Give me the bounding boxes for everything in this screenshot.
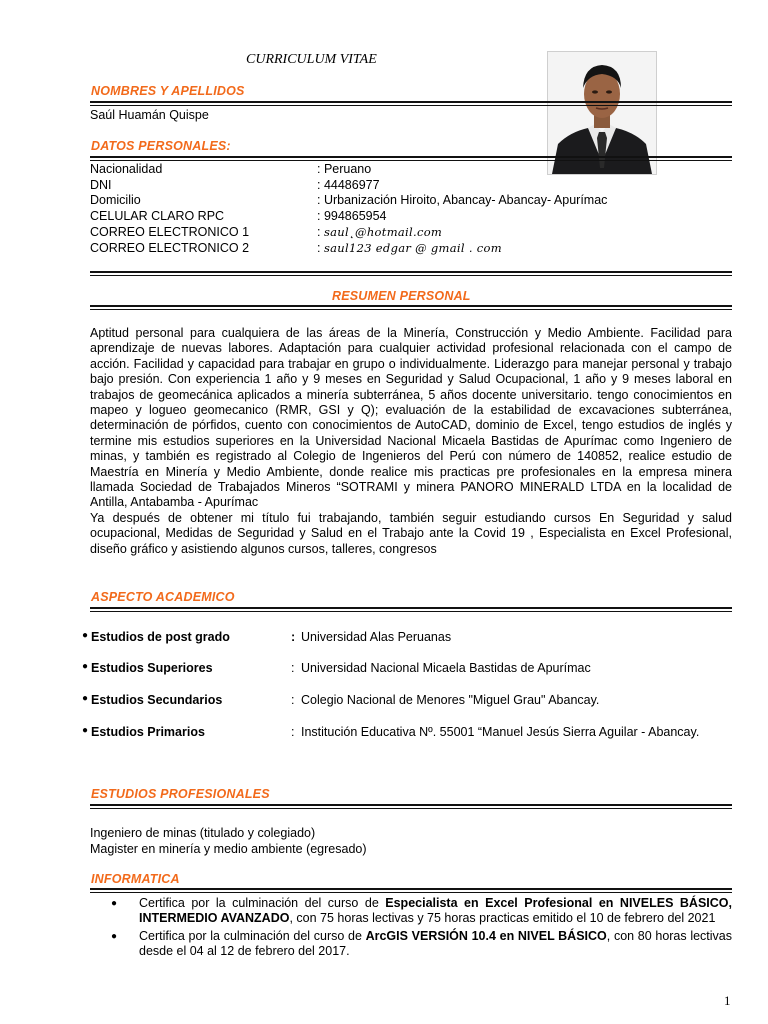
section-heading-personal: DATOS PERSONALES:	[91, 139, 231, 153]
email-prefix: :	[317, 225, 324, 239]
informatics-list	[111, 896, 732, 962]
summary-paragraph-2: Ya después de obtener mi título fui trabajando, también seguir estudiando cursos En Seguridad y salud ocupacional, Medidas de Seguridad y Salud en el Trabajo ante la Covid 19 , Especialista en Excel Profesional, diseño gráfico y asistiendo algunos cursos, talleres, congresos	[90, 510, 732, 556]
personal-value-dni: : 44486977	[317, 178, 380, 192]
informatics-text: Certifica por la culminación del curso de	[139, 896, 386, 910]
personal-label-email-2: CORREO ELECTRONICO 2	[90, 241, 250, 255]
section-heading-names: NOMBRES Y APELLIDOS	[91, 84, 245, 98]
bullet-icon: ●	[82, 630, 89, 641]
academic-value: Universidad Alas Peruanas	[301, 630, 452, 644]
informatics-text: , con 80 horas lectivas desde el 04 al 12 de febrero del 2017.	[139, 928, 733, 959]
personal-value-phone: : 994865954	[317, 209, 387, 223]
bullet-icon: ●	[82, 725, 89, 736]
informatics-text: Certifica por la culminación del curso de	[139, 928, 366, 943]
bullet-icon: ●	[82, 693, 89, 704]
section-heading-academic: ASPECTO ACADEMICO	[91, 590, 235, 604]
summary-text	[90, 326, 732, 557]
section-divider	[90, 607, 732, 612]
personal-value-email-1	[317, 225, 442, 239]
informatics-item	[111, 929, 732, 960]
page-number: 1	[724, 993, 731, 1008]
informatics-text: , con 75 horas lectivas y 75 horas practicas emitido el 10 de febrero del 2021	[289, 911, 716, 926]
email-prefix: :	[317, 241, 324, 255]
academic-colon: :	[291, 661, 295, 675]
academic-value: Universidad Nacional Micaela Bastidas de Apurímac	[301, 661, 591, 675]
academic-label: Estudios de post grado	[91, 630, 230, 644]
section-heading-informatics: INFORMATICA	[91, 872, 180, 886]
informatics-course: ArcGIS VERSIÓN 10.4 en NIVEL BÁSICO	[365, 928, 607, 943]
informatics-item	[111, 896, 732, 927]
document-title: CURRICULUM VITAE	[246, 52, 377, 67]
academic-colon: :	[291, 693, 295, 707]
academic-colon: :	[291, 725, 295, 739]
bullet-icon: ●	[82, 661, 89, 672]
section-heading-professional: ESTUDIOS PROFESIONALES	[91, 787, 270, 801]
personal-value-nationality: : Peruano	[317, 162, 372, 176]
personal-label-dni: DNI	[90, 178, 112, 192]
academic-label: Estudios Secundarios	[91, 693, 223, 707]
section-divider	[90, 305, 732, 310]
academic-colon: :	[291, 630, 296, 644]
academic-label: Estudios Superiores	[91, 661, 213, 675]
academic-value: Colegio Nacional de Menores "Miguel Grau" Abancay.	[301, 693, 600, 707]
section-divider	[90, 101, 732, 106]
full-name: Saúl Huamán Quispe	[90, 108, 209, 122]
section-divider	[90, 271, 732, 276]
professional-item: Magister en minería y medio ambiente (egresado)	[90, 842, 367, 856]
personal-value-email-2	[317, 241, 502, 255]
personal-label-address: Domicilio	[90, 193, 141, 207]
academic-label: Estudios Primarios	[91, 725, 205, 739]
personal-value-address: : Urbanización Hiroito, Abancay- Abancay- Apurímac	[317, 193, 608, 207]
bullet-icon: ●	[111, 930, 118, 942]
email-address-1[interactable]: saul˛@hotmail.com	[323, 225, 443, 239]
professional-item: Ingeniero de minas (titulado y colegiado)	[90, 826, 316, 840]
informatics-course: Especialista en Excel Profesional en NIVELES BÁSICO, INTERMEDIO AVANZADO	[139, 896, 732, 926]
section-divider	[90, 804, 732, 809]
bullet-icon: ●	[111, 898, 118, 909]
personal-label-phone: CELULAR CLARO RPC	[90, 209, 225, 223]
academic-value: Institución Educativa Nº. 55001 “Manuel Jesús Sierra Aguilar - Abancay.	[301, 725, 700, 739]
email-address-2[interactable]: saul123 edgar @ gmail . com	[323, 241, 502, 255]
personal-label-nationality: Nacionalidad	[90, 162, 163, 176]
section-divider	[90, 888, 732, 893]
summary-paragraph-1: Aptitud personal para cualquiera de las áreas de la Minería, Construcción y Medio Ambiente. Facilidad para aprendizaje de nuevas labores. Adaptación para cualquier actividad profesional relacionada con el campo de acción. Facilidad y capacidad para trabajar en grupo o individualmente. Liderazgo para manejar personal y trabajo bajo presión. Con experiencia 1 año y 9 meses en Seguridad y Salud Ocupacional, 1 año y 9 meses laboral en trabajos de geomecánica aplicados a minería subterránea, 5 años docente universitario. tengo conocimientos en mapeo y logueo geomecanico (RMR, GSI y Q); evaluación de la estabilidad de excavaciones subterránea, determinación de pórfidos, cuento con conocimientos de AutoCAD, dominio de Excel, tengo estudios de inglés y termine mis estudios superiores en la Universidad Nacional Micaela Bastidas de Apurímac como Ingeniero de minas, y también es registrado al Colegio de Ingenieros del Perú con número de 140852, realice estudio de Maestría en Minería y Medio Ambiente, donde realice mis practicas pre profesionales en la empresa minera llamada Sociedad de Trabajados Mineros “SOTRAMI y minera PANORO MINERALD LTDA en la localidad de Antilla, Antabamba - Apurímac	[90, 326, 732, 510]
section-heading-summary: RESUMEN PERSONAL	[332, 289, 471, 303]
section-divider	[90, 156, 732, 161]
personal-label-email-1: CORREO ELECTRONICO 1	[90, 225, 250, 239]
